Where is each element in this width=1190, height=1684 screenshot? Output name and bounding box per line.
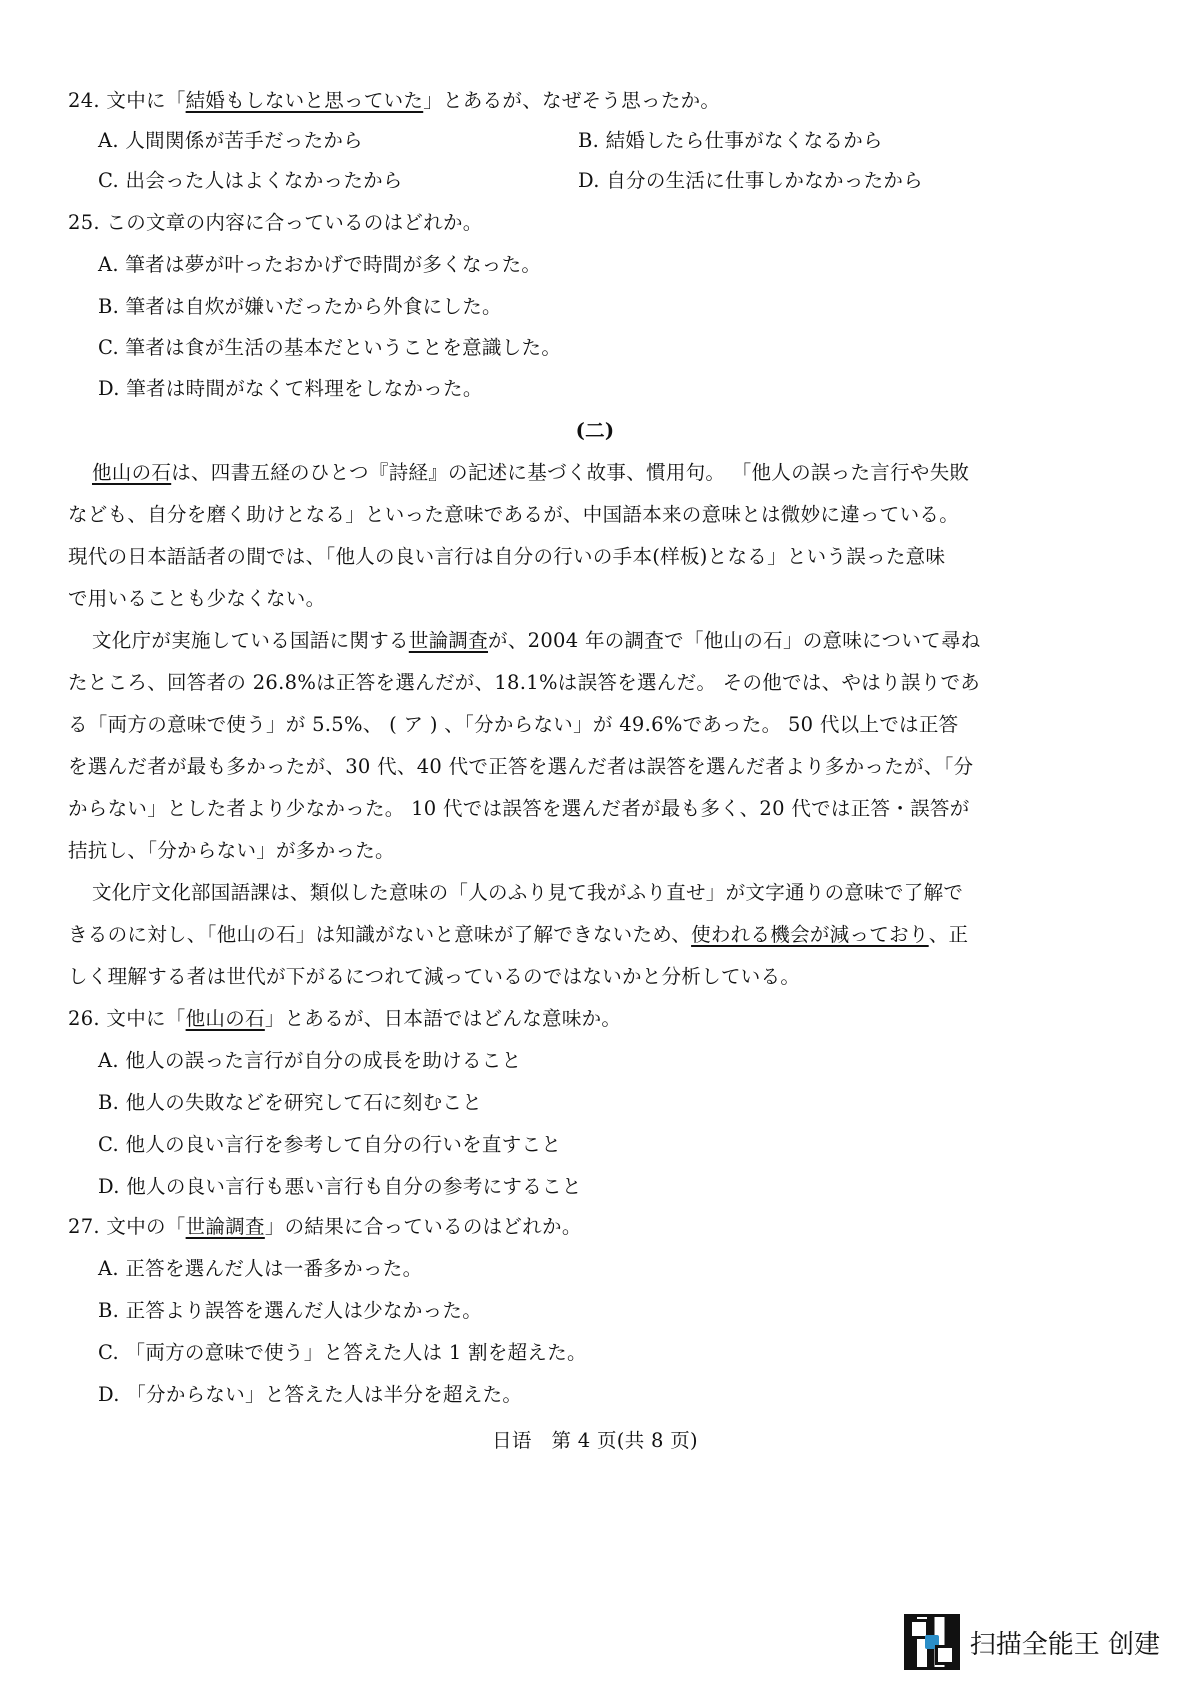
passage-text: 、正 (928, 923, 969, 946)
scanner-watermark (904, 1614, 1160, 1670)
passage-text: が、2004 年の調査で「他山の石」の意味について尋ね (488, 629, 981, 652)
underlined-quote: 世論調査 (185, 1215, 265, 1238)
option-24d: D. 自分の生活に仕事しかなかったから (578, 169, 924, 192)
passage-line: なども、自分を磨く助けとなる」といった意味であるが、中国語本来の意味とは微妙に違っている。 (68, 503, 959, 526)
underlined-quote: 結婚もしないと思っていた (185, 89, 424, 112)
passage-line (68, 626, 1052, 656)
option-27d: D. 「分からない」と答えた人は半分を超えた。 (98, 1383, 523, 1406)
question-number: 24. (68, 89, 100, 112)
question-text: 」とあるが、なぜそう思ったか。 (423, 89, 721, 112)
option-27a: A. 正答を選んだ人は一番多かった。 (98, 1257, 423, 1280)
option-24a: A. 人間関係が苦手だったから (98, 129, 363, 152)
question-text: 文中に「 (106, 89, 186, 112)
passage-line: からない」とした者より少なかった。 10 代では誤答を選んだ者が最も多く、20 代では正答・誤答が (68, 797, 970, 820)
watermark-text: 扫描全能王 创建 (969, 1629, 1160, 1660)
question-text: 26. 文中に「 (68, 1007, 186, 1030)
question-26 (68, 1004, 1190, 1034)
passage-line (68, 458, 1052, 488)
option-26c: C. 他人の良い言行を参考して自分の行いを直すこと (98, 1133, 562, 1156)
passage-text: は、四書五経のひとつ『詩経』の記述に基づく故事、慣用句。 「他人の誤った言行や失敗 (171, 461, 970, 484)
option-26d: D. 他人の良い言行も悪い言行も自分の参考にすること (98, 1175, 582, 1198)
option-25b: B. 筆者は自炊が嫌いだったから外食にした。 (98, 295, 502, 318)
passage-line: 現代の日本語話者の間では、「他人の良い言行は自分の行いの手本(样板)となる」という誤った意味 (68, 545, 946, 568)
option-26a: A. 他人の誤った言行が自分の成長を助けること (98, 1049, 522, 1072)
underlined-quote: 他山の石 (185, 1007, 265, 1030)
section-title: (二) (575, 419, 615, 442)
passage-line: る「両方の意味で使う」が 5.5%、 ( ア ) 、「分からない」が 49.6%であった。 50 代以上では正答 (68, 713, 959, 736)
option-27b: B. 正答より誤答を選んだ人は少なかった。 (98, 1299, 483, 1322)
page-footer: 日语 第 4 页(共 8 页) (492, 1429, 698, 1452)
option-25a: A. 筆者は夢が叶ったおかげで時間が多くなった。 (98, 253, 542, 276)
passage-line: を選んだ者が最も多かったが、30 代、40 代で正答を選んだ者は誤答を選んだ者より多かったが、「分 (68, 755, 974, 778)
passage-line: しく理解する者は世代が下がるにつれて減っているのではないかと分析している。 (68, 965, 801, 988)
question-text: 」とあるが、日本語ではどんな意味か。 (264, 1007, 622, 1030)
option-26b: B. 他人の失敗などを研究して石に刻むこと (98, 1091, 483, 1114)
question-text: 27. 文中の「 (68, 1215, 186, 1238)
passage-text: 文化庁が実施している国語に関する (92, 629, 409, 652)
passage-line: たところ、回答者の 26.8%は正答を選んだが、18.1%は誤答を選んだ。 その他では、やはり誤りであ (68, 671, 981, 694)
passage-line: 文化庁文化部国語課は、類似した意味の「人のふり見て我がふり直せ」が文字通りの意味で了解で (92, 881, 964, 904)
option-25c: C. 筆者は食が生活の基本だということを意識した。 (98, 336, 562, 359)
passage-line (68, 920, 1028, 950)
question-25: 25. この文章の内容に合っているのはどれか。 (68, 211, 483, 234)
option-25d: D. 筆者は時間がなくて料理をしなかった。 (98, 377, 483, 400)
question-27 (68, 1212, 1190, 1242)
passage-text: きるのに対し、「他山の石」は知識がないと意味が了解できないため、 (68, 923, 692, 946)
passage-line: 拮抗し、「分からない」が多かった。 (68, 839, 395, 862)
qr-code-icon (904, 1614, 960, 1670)
passage-line: で用いることも少なくない。 (68, 587, 326, 610)
question-text: 」の結果に合っているのはどれか。 (264, 1215, 582, 1238)
underlined-term: 他山の石 (92, 461, 172, 484)
option-24c: C. 出会った人はよくなかったから (98, 169, 403, 192)
option-27c: C. 「両方の意味で使う」と答えた人は 1 割を超えた。 (98, 1341, 587, 1364)
option-24b: B. 結婚したら仕事がなくなるから (578, 129, 883, 152)
underlined-phrase: 使われる機会が減っており (691, 923, 929, 946)
underlined-term: 世論調査 (408, 629, 489, 652)
question-24 (68, 86, 1190, 116)
